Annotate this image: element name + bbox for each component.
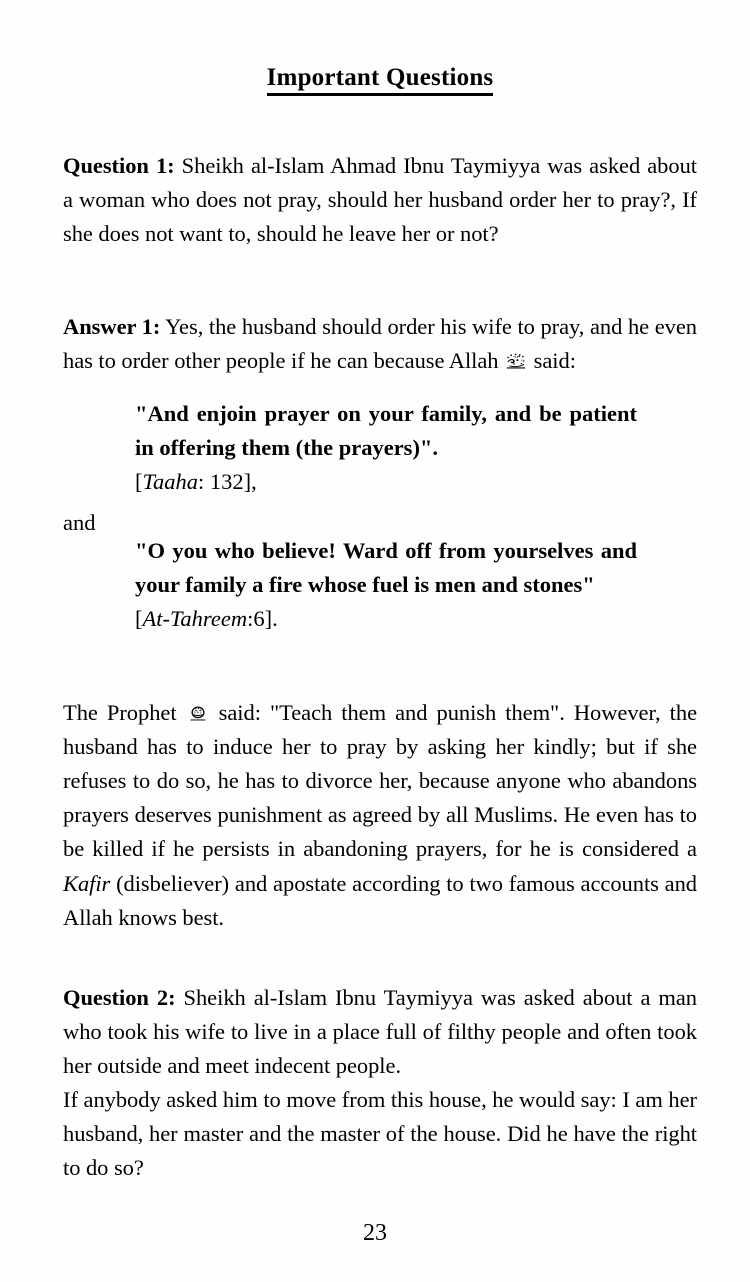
- question-2-continuation-paragraph: [63, 1083, 697, 1186]
- page-title-container: [63, 64, 697, 96]
- quran-quote-1: [135, 397, 637, 499]
- quran-quote-1-reference: [135, 465, 637, 499]
- answer-1-label: Answer 1:: [63, 313, 161, 339]
- question-2-paragraph: [63, 981, 697, 1084]
- connector-and: and: [63, 510, 96, 535]
- question-2-text: Sheikh al-Islam Ibnu Taymiyya was asked about a man who took his wife to live in a place full of filthy people and often took her outside and meet indecent people.: [63, 984, 697, 1078]
- jalla-jalaaluhu-glyph-icon: [506, 353, 526, 370]
- answer-1-text-after-honorific: said:: [528, 347, 576, 373]
- question-1-text: Sheikh al-Islam Ahmad Ibnu Taymiyya was asked about a woman who does not pray, should her husband order her to pray?, If she does not want to, should he leave her or not?: [63, 152, 697, 246]
- quote-1-surah-name: Taaha: [142, 469, 198, 494]
- question-2-continuation-text: If anybody asked him to move from this house, he would say: I am her husband, her master and the master of the house. Did he have the right to do so?: [63, 1086, 697, 1180]
- quote-2-surah-name: At-Tahreem: [142, 606, 248, 631]
- sallallahu-alayhi-wasallam-glyph-icon: [188, 705, 208, 722]
- explanation-paragraph: [63, 696, 697, 935]
- quote-1-ref-bracket-open: [: [135, 469, 143, 494]
- quote-1-ref-rest: : 132],: [197, 469, 257, 494]
- explanation-text-before-honorific: The Prophet: [63, 699, 186, 725]
- answer-1-paragraph: [63, 310, 697, 378]
- quran-quote-2-text: "O you who believe! Ward off from yourselves and your family a fire whose fuel is men and stones": [135, 538, 637, 597]
- quote-2-ref-bracket-open: [: [135, 606, 143, 631]
- question-1-label: Question 1:: [63, 152, 175, 178]
- page-title: Important Questions: [267, 64, 494, 96]
- quote-2-ref-rest: :6].: [247, 606, 278, 631]
- quran-quote-2: [135, 534, 637, 636]
- kafir-italic-term: Kafir: [63, 870, 111, 896]
- quran-quote-2-reference: [135, 602, 637, 636]
- quran-quote-1-text: "And enjoin prayer on your family, and be patient in offering them (the prayers)".: [135, 401, 637, 460]
- page-number: 23: [363, 1220, 387, 1246]
- explanation-text-after-honorific: said: "Teach them and punish them". However, the husband has to induce her to pray by asking her kindly; but if she refuses to do so, he has to divorce her, because anyone who abandons prayers deserves punishment as agreed by all Muslims. He even has to be killed if he persists in abandoning prayers, for he is considered a: [63, 699, 698, 862]
- explanation-text-tail: (disbeliever) and apostate according to two famous accounts and Allah knows best.: [63, 870, 697, 930]
- question-2-label: Question 2:: [63, 984, 176, 1010]
- question-1-paragraph: [63, 149, 697, 252]
- answer-1-text-before-honorific: Yes, the husband should order his wife to pray, and he even has to order other people if he can because Allah: [63, 313, 697, 373]
